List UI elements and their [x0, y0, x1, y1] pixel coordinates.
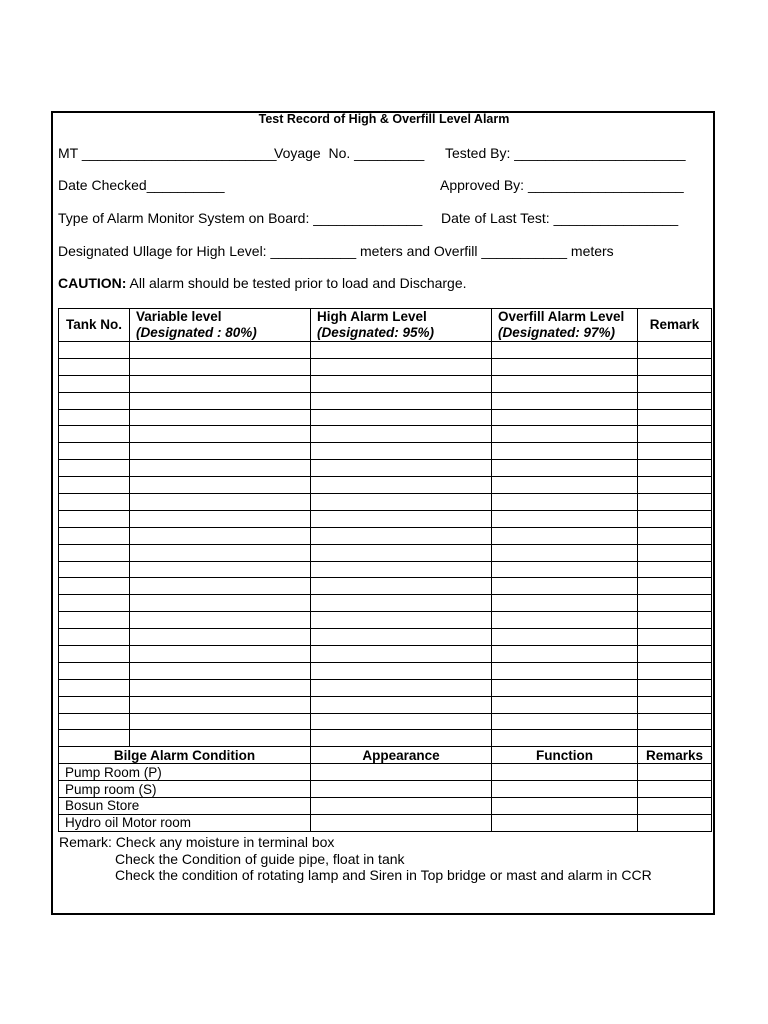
bilge-location: Bosun Store: [59, 798, 311, 815]
table-cell[interactable]: [638, 460, 712, 477]
approved-by-field[interactable]: Approved By: ____________________: [440, 177, 684, 193]
table-cell[interactable]: [130, 696, 311, 713]
table-cell[interactable]: [130, 342, 311, 359]
table-cell[interactable]: [130, 477, 311, 494]
table-cell[interactable]: [130, 358, 311, 375]
table-cell[interactable]: [59, 578, 130, 595]
bilge-location: Hydro oil Motor room: [59, 814, 311, 831]
table-cell[interactable]: [130, 392, 311, 409]
table-cell[interactable]: [130, 629, 311, 646]
table-cell[interactable]: [311, 713, 492, 730]
table-cell[interactable]: [492, 561, 638, 578]
table-cell[interactable]: [638, 409, 712, 426]
remark-line-1: Remark: Check any moisture in terminal box: [59, 834, 335, 850]
table-cell[interactable]: [311, 646, 492, 663]
table-row: [59, 494, 712, 511]
table-cell[interactable]: [638, 375, 712, 392]
table-row: [59, 595, 712, 612]
table-cell[interactable]: [130, 426, 311, 443]
table-row: [59, 392, 712, 409]
appearance-header: Appearance: [311, 747, 492, 764]
table-cell[interactable]: [638, 713, 712, 730]
table-cell[interactable]: [130, 730, 311, 747]
table-cell[interactable]: [492, 358, 638, 375]
table-cell[interactable]: [492, 612, 638, 629]
table-cell[interactable]: [59, 443, 130, 460]
function-header: Function: [492, 747, 638, 764]
table-cell[interactable]: [311, 426, 492, 443]
table-cell[interactable]: [311, 730, 492, 747]
table-row: [59, 612, 712, 629]
date-last-test-field[interactable]: Date of Last Test: ________________: [441, 210, 679, 226]
tank-no-header: Tank No.: [59, 309, 130, 342]
table-cell[interactable]: [59, 494, 130, 511]
table-cell[interactable]: [638, 629, 712, 646]
remark-block: [59, 834, 652, 884]
table-row: [59, 696, 712, 713]
table-cell[interactable]: [311, 477, 492, 494]
overfill-alarm-header: Overfill Alarm Level (Designated: 97%): [492, 309, 638, 342]
table-cell[interactable]: [638, 510, 712, 527]
table-cell[interactable]: [130, 646, 311, 663]
table-row: [59, 730, 712, 747]
table-cell[interactable]: [638, 342, 712, 359]
table-cell[interactable]: [492, 713, 638, 730]
table-cell[interactable]: [59, 679, 130, 696]
table-row: [59, 578, 712, 595]
table-cell[interactable]: [638, 679, 712, 696]
table-cell[interactable]: [59, 561, 130, 578]
bilge-location: Pump room (S): [59, 781, 311, 798]
table-cell[interactable]: [59, 342, 130, 359]
table-cell[interactable]: [638, 696, 712, 713]
table-cell[interactable]: [638, 612, 712, 629]
table-cell[interactable]: [311, 342, 492, 359]
table-row: [59, 679, 712, 696]
table-cell[interactable]: [311, 527, 492, 544]
table-cell[interactable]: [638, 527, 712, 544]
table-cell[interactable]: [311, 409, 492, 426]
remark-header: Remark: [638, 309, 712, 342]
table-cell[interactable]: [638, 544, 712, 561]
table-cell[interactable]: [130, 578, 311, 595]
table-cell[interactable]: [492, 764, 638, 781]
table-row: [59, 477, 712, 494]
table-row: [59, 713, 712, 730]
table-cell[interactable]: [638, 477, 712, 494]
table-cell[interactable]: [130, 679, 311, 696]
table-cell[interactable]: [311, 696, 492, 713]
table-cell[interactable]: [492, 494, 638, 511]
table-cell[interactable]: [638, 561, 712, 578]
table-cell[interactable]: [311, 764, 492, 781]
table-cell[interactable]: [130, 544, 311, 561]
mt-field[interactable]: MT _________________________: [58, 145, 277, 161]
table-cell[interactable]: [311, 662, 492, 679]
table-row: [59, 342, 712, 359]
table-cell[interactable]: [311, 612, 492, 629]
table-cell[interactable]: [638, 798, 712, 815]
table-cell[interactable]: [59, 392, 130, 409]
voyage-field[interactable]: Voyage No. _________: [274, 145, 425, 161]
table-cell[interactable]: [492, 460, 638, 477]
table-cell[interactable]: [492, 409, 638, 426]
remarks-header: Remarks: [638, 747, 712, 764]
table-cell[interactable]: [492, 544, 638, 561]
table-cell[interactable]: [59, 358, 130, 375]
table-cell[interactable]: [59, 477, 130, 494]
table-row: [59, 629, 712, 646]
table-row: [59, 646, 712, 663]
bilge-condition-header: Bilge Alarm Condition: [59, 747, 311, 764]
bilge-location: Pump Room (P): [59, 764, 311, 781]
variable-level-header: Variable level (Designated : 80%): [130, 309, 311, 342]
date-checked-field[interactable]: Date Checked__________: [58, 177, 225, 193]
table-cell[interactable]: [638, 578, 712, 595]
alarm-system-field[interactable]: Type of Alarm Monitor System on Board: ______________: [58, 210, 423, 226]
table-cell[interactable]: [130, 409, 311, 426]
table-cell[interactable]: [59, 713, 130, 730]
table-cell[interactable]: [492, 730, 638, 747]
table-cell[interactable]: [59, 595, 130, 612]
table-cell[interactable]: [130, 561, 311, 578]
table-cell[interactable]: [638, 426, 712, 443]
table-cell[interactable]: [492, 527, 638, 544]
high-alarm-header: High Alarm Level (Designated: 95%): [311, 309, 492, 342]
table-cell[interactable]: [311, 798, 492, 815]
table-cell[interactable]: [59, 662, 130, 679]
table-cell[interactable]: [492, 392, 638, 409]
table-cell[interactable]: [59, 629, 130, 646]
caution-text: All alarm should be tested prior to load and Discharge.: [126, 275, 467, 291]
table-cell[interactable]: [492, 426, 638, 443]
table-cell[interactable]: [59, 409, 130, 426]
table-cell[interactable]: [492, 696, 638, 713]
table-cell[interactable]: [638, 764, 712, 781]
tested-by-field[interactable]: Tested By: ______________________: [445, 145, 686, 161]
table-cell[interactable]: [638, 781, 712, 798]
table-cell[interactable]: [492, 578, 638, 595]
table-cell[interactable]: [492, 510, 638, 527]
table-row: [59, 409, 712, 426]
table-cell[interactable]: [130, 460, 311, 477]
table-cell[interactable]: [311, 679, 492, 696]
table-cell[interactable]: [59, 460, 130, 477]
table-cell[interactable]: [59, 527, 130, 544]
table-row: [59, 375, 712, 392]
bilge-row: [59, 814, 712, 831]
table-cell[interactable]: [638, 730, 712, 747]
table-cell[interactable]: [311, 544, 492, 561]
table-row: [59, 460, 712, 477]
table-cell[interactable]: [59, 510, 130, 527]
remark-line-3: Check the condition of rotating lamp and Siren in Top bridge or mast and alarm in CCR: [115, 867, 652, 883]
table-header-row: [59, 309, 712, 342]
table-cell[interactable]: [638, 814, 712, 831]
table-cell[interactable]: [130, 443, 311, 460]
bilge-row: [59, 781, 712, 798]
table-cell[interactable]: [311, 494, 492, 511]
table-cell[interactable]: [59, 646, 130, 663]
table-row: [59, 544, 712, 561]
table-cell[interactable]: [492, 629, 638, 646]
table-cell[interactable]: [311, 595, 492, 612]
table-cell[interactable]: [130, 527, 311, 544]
caution-label: CAUTION:: [58, 275, 127, 291]
table-cell[interactable]: [638, 392, 712, 409]
table-cell[interactable]: [130, 494, 311, 511]
table-row: [59, 527, 712, 544]
table-cell[interactable]: [638, 646, 712, 663]
table-cell[interactable]: [311, 460, 492, 477]
table-cell[interactable]: [492, 679, 638, 696]
alarm-test-table: [58, 308, 712, 832]
table-cell[interactable]: [130, 510, 311, 527]
table-cell[interactable]: [311, 578, 492, 595]
table-cell[interactable]: [130, 612, 311, 629]
table-row: [59, 662, 712, 679]
table-row: [59, 358, 712, 375]
table-cell[interactable]: [130, 595, 311, 612]
table-row: [59, 443, 712, 460]
bilge-row: [59, 764, 712, 781]
table-cell[interactable]: [638, 358, 712, 375]
table-cell[interactable]: [59, 426, 130, 443]
ullage-field[interactable]: Designated Ullage for High Level: ___________ meters and Overfill ___________ meters: [58, 243, 614, 259]
table-cell[interactable]: [492, 477, 638, 494]
table-cell[interactable]: [638, 443, 712, 460]
bilge-row: [59, 798, 712, 815]
table-cell[interactable]: [492, 798, 638, 815]
table-cell[interactable]: [492, 595, 638, 612]
remark-line-2: Check the Condition of guide pipe, float in tank: [115, 850, 405, 867]
table-cell[interactable]: [311, 375, 492, 392]
table-cell[interactable]: [492, 781, 638, 798]
bilge-header-row: [59, 747, 712, 764]
table-cell[interactable]: [59, 696, 130, 713]
table-cell[interactable]: [492, 662, 638, 679]
table-cell[interactable]: [130, 375, 311, 392]
table-cell[interactable]: [492, 443, 638, 460]
caution-line: [58, 275, 467, 291]
table-row: [59, 561, 712, 578]
table-cell[interactable]: [59, 730, 130, 747]
table-cell[interactable]: [311, 510, 492, 527]
table-row: [59, 510, 712, 527]
table-cell[interactable]: [59, 544, 130, 561]
table-cell[interactable]: [311, 358, 492, 375]
table-cell[interactable]: [492, 342, 638, 359]
table-row: [59, 426, 712, 443]
table-cell[interactable]: [492, 375, 638, 392]
form-title: Test Record of High & Overfill Level Alarm: [258, 112, 510, 126]
table-cell[interactable]: [59, 612, 130, 629]
table-cell[interactable]: [311, 629, 492, 646]
table-cell[interactable]: [492, 646, 638, 663]
table-cell[interactable]: [59, 375, 130, 392]
table-cell[interactable]: [638, 595, 712, 612]
table-cell[interactable]: [311, 781, 492, 798]
table-cell[interactable]: [492, 814, 638, 831]
table-cell[interactable]: [638, 494, 712, 511]
table-cell[interactable]: [130, 713, 311, 730]
table-cell[interactable]: [130, 662, 311, 679]
table-cell[interactable]: [311, 443, 492, 460]
table-cell[interactable]: [311, 561, 492, 578]
table-cell[interactable]: [311, 814, 492, 831]
table-cell[interactable]: [311, 392, 492, 409]
table-cell[interactable]: [638, 662, 712, 679]
